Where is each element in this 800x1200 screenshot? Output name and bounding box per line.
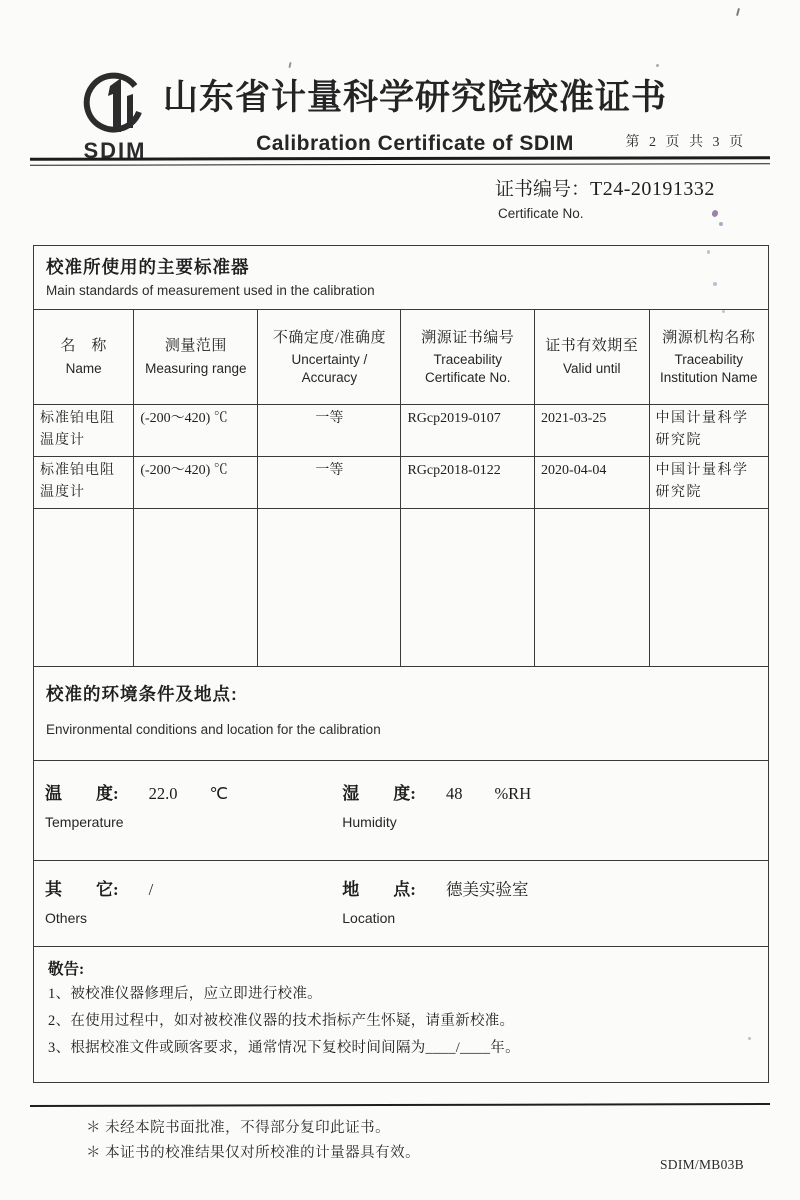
notice-item-2: 2、在使用过程中，如对被校准仪器的技术指标产生怀疑，请重新校准。 [48, 1013, 515, 1029]
cell-valid-until: 2020-04-04 [535, 457, 650, 509]
temperature-unit: ℃ [209, 784, 229, 803]
temperature-block [34, 779, 342, 860]
location-value: 德美实验室 [445, 880, 529, 899]
others-location-section [34, 861, 768, 947]
cell-name: 标准铂电阻温度计 [34, 457, 134, 509]
environment-values-section [34, 761, 768, 861]
temperature-label-en: Temperature [45, 814, 124, 830]
humidity-value: 48 [445, 784, 463, 803]
standards-table [34, 310, 768, 666]
others-label-en: Others [45, 910, 88, 926]
location-line [342, 875, 768, 900]
header-titles [150, 70, 680, 156]
standards-title-zh: 校准所使用的主要标准器 [46, 257, 250, 277]
cell-cert-no: RGcp2018-0122 [401, 457, 535, 509]
certificate-number-sublabel: Certificate No. [498, 206, 584, 221]
cell-range: (-200～420) ℃ [134, 457, 258, 509]
page-title-en: Calibration Certificate of SDIM [256, 132, 574, 155]
certificate-number-label: 证书编号： [495, 179, 591, 200]
col-header-cert-no-en: Traceability Certificate No. [424, 352, 511, 385]
col-header-name-zh: 名 称 [60, 338, 107, 355]
footer-divider [30, 1103, 770, 1107]
location-label-zh: 地 点: [342, 880, 416, 899]
col-header-range [134, 310, 258, 405]
table-row [34, 457, 768, 509]
notice-item-1: 1、被校准仪器修理后，应立即进行校准。 [48, 986, 322, 1002]
col-header-institution [649, 310, 768, 405]
col-header-institution-zh: 溯源机构名称 [662, 329, 756, 346]
col-header-institution-en: Traceability Institution Name [660, 352, 758, 385]
cell-institution: 中国计量科学研究院 [649, 405, 768, 457]
temperature-line [45, 779, 342, 804]
col-header-valid-until-en: Valid until [563, 361, 621, 377]
footer-note-1: ＊ 未经本院书面批准，不得部分复印此证书。 [86, 1120, 391, 1136]
environment-title-zh: 校准的环境条件及地点: [46, 684, 238, 704]
location-label-en: Location [342, 910, 396, 926]
humidity-label-en: Humidity [342, 814, 397, 830]
notice-title: 敬告: [48, 961, 85, 978]
table-empty-space [34, 509, 768, 667]
scan-artifact [656, 64, 659, 67]
notice-section [34, 947, 768, 1082]
location-block [342, 875, 768, 946]
col-header-accuracy-en: Uncertainty / Accuracy [291, 352, 368, 385]
col-header-accuracy-zh: 不确定度/准确度 [272, 329, 386, 346]
col-header-cert-no-zh: 溯源证书编号 [421, 329, 515, 346]
others-label-zh: 其 它: [45, 880, 119, 899]
col-header-name-en: Name [65, 361, 102, 377]
cell-cert-no: RGcp2019-0107 [401, 405, 535, 457]
temperature-label-zh: 温 度: [45, 784, 119, 803]
col-header-valid-until-zh: 证书有效期至 [545, 338, 639, 355]
table-header-row [34, 310, 768, 405]
cell-accuracy: 一等 [258, 457, 401, 509]
scan-artifact [719, 222, 723, 226]
certificate-number-value: T24-20191332 [590, 178, 715, 200]
cell-institution: 中国计量科学研究院 [649, 457, 768, 509]
col-header-range-zh: 测量范围 [164, 338, 227, 355]
cell-range: (-200～420) ℃ [134, 405, 258, 457]
scan-artifact [711, 209, 719, 218]
col-header-name [34, 310, 134, 405]
header-divider [30, 156, 770, 166]
certificate-body-box [33, 245, 769, 1083]
environment-title-en: Environmental conditions and location for the calibration [46, 722, 381, 737]
footer-note-2: ＊ 本证书的校准结果仅对所校准的计量器具有效。 [86, 1145, 421, 1161]
environment-section-header [34, 667, 768, 761]
humidity-line [342, 779, 768, 804]
col-header-accuracy [258, 310, 401, 405]
table-row [34, 405, 768, 457]
standards-section-header [34, 246, 768, 310]
others-line [45, 875, 342, 900]
form-code: SDIM/MB03B [659, 1157, 744, 1172]
footer-notes [86, 1116, 420, 1166]
humidity-block [342, 779, 768, 860]
col-header-valid-until [535, 310, 650, 405]
certificate-number-line [495, 174, 715, 201]
standards-table-section [34, 310, 768, 667]
temperature-value: 22.0 [148, 784, 178, 803]
page-number-info: 第 2 页 共 3 页 [625, 135, 746, 150]
scan-artifact [288, 62, 291, 68]
page-title-zh: 山东省计量科学研究院校准证书 [162, 78, 667, 117]
cell-valid-until: 2021-03-25 [535, 405, 650, 457]
cell-name: 标准铂电阻温度计 [34, 405, 134, 457]
col-header-range-en: Measuring range [145, 361, 247, 377]
others-value: / [148, 880, 154, 899]
notice-item-3: 3、根据校准文件或顾客要求，通常情况下复校时间间隔为____/____年。 [48, 1040, 520, 1056]
others-block [34, 875, 342, 946]
cell-accuracy: 一等 [258, 405, 401, 457]
col-header-cert-no [401, 310, 535, 405]
humidity-unit: %RH [494, 784, 532, 803]
humidity-label-zh: 湿 度: [342, 784, 416, 803]
logo-word: SDIM [83, 138, 147, 163]
scan-artifact [736, 8, 740, 16]
standards-title-en: Main standards of measurement used in the calibration [46, 283, 375, 298]
